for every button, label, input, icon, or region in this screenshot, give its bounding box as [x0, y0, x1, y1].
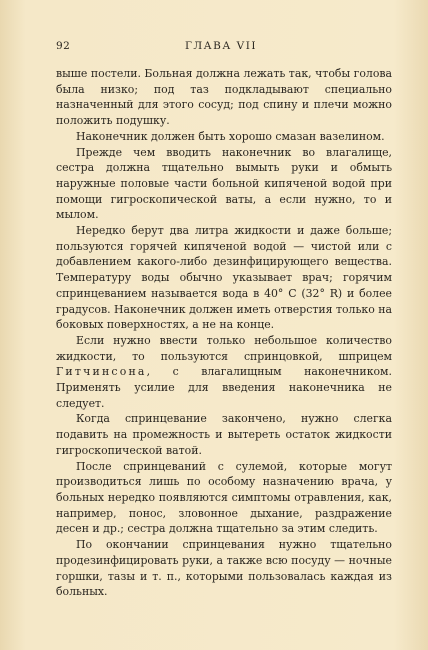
paragraph [56, 333, 392, 412]
name-spaced: Гитчинсона [56, 365, 147, 379]
paragraph: Прежде чем вводить наконечник во влагалище, сестра должна тщательно вымыть руки и обмыть наружные половые части больной кипяченой водой при помощи гигроскопической ваты, а если нужно, то и мылом. [56, 145, 392, 222]
paragraph: выше постели. Больная должна лежать так, чтобы голова была низко; под таз подкладывают специально назначенный для этого сосуд; под спину и плечи можно положить подушку. [56, 67, 392, 128]
paragraph-text: Если нужно ввести только небольшое количество жидкости, то пользуются спринцовкой, шприцем [56, 333, 392, 363]
paragraph: Когда спринцевание закончено, нужно слегка подавить на промежность и вытереть остаток жидкости гигроскопической ватой. [56, 412, 392, 457]
body-text [56, 66, 392, 600]
paragraph: Наконечник должен быть хорошо смазан вазелином. [76, 129, 385, 143]
paragraph: Нередко берут два литра жидкости и даже больше; пользуются горячей кипяченой водой — чистой или с добавлением какого-либо дезинфицирующего вещества. Температуру воды обычно указывает врач; горячим спринцеванием называется вода в 40° С (32° R) и более градусов. Наконечник должен иметь отверстия только на боковых поверхностях, а не на конце. [56, 224, 392, 332]
chapter-title: ГЛАВА VII [184, 40, 258, 52]
running-header [56, 40, 386, 56]
page-number: 92 [56, 40, 71, 52]
paragraph: По окончании спринцевания нужно тщательно продезинфицировать руки, а также всю посуду — ночные горшки, тазы и т. п., которыми пользовалась каждая из больных. [56, 538, 392, 599]
paragraph-text: , с влагалищным наконечником. Применять усилие для введения наконечника не следует. [56, 365, 392, 410]
paragraph: После спринцеваний с сулемой, которые могут производиться лишь по особому назначению врача, у больных нередко появляются симптомы отравления, как, например, понос, зловонное дыхание, раздражение десен и др.; сестра должна тщательно за этим следить. [56, 459, 392, 536]
